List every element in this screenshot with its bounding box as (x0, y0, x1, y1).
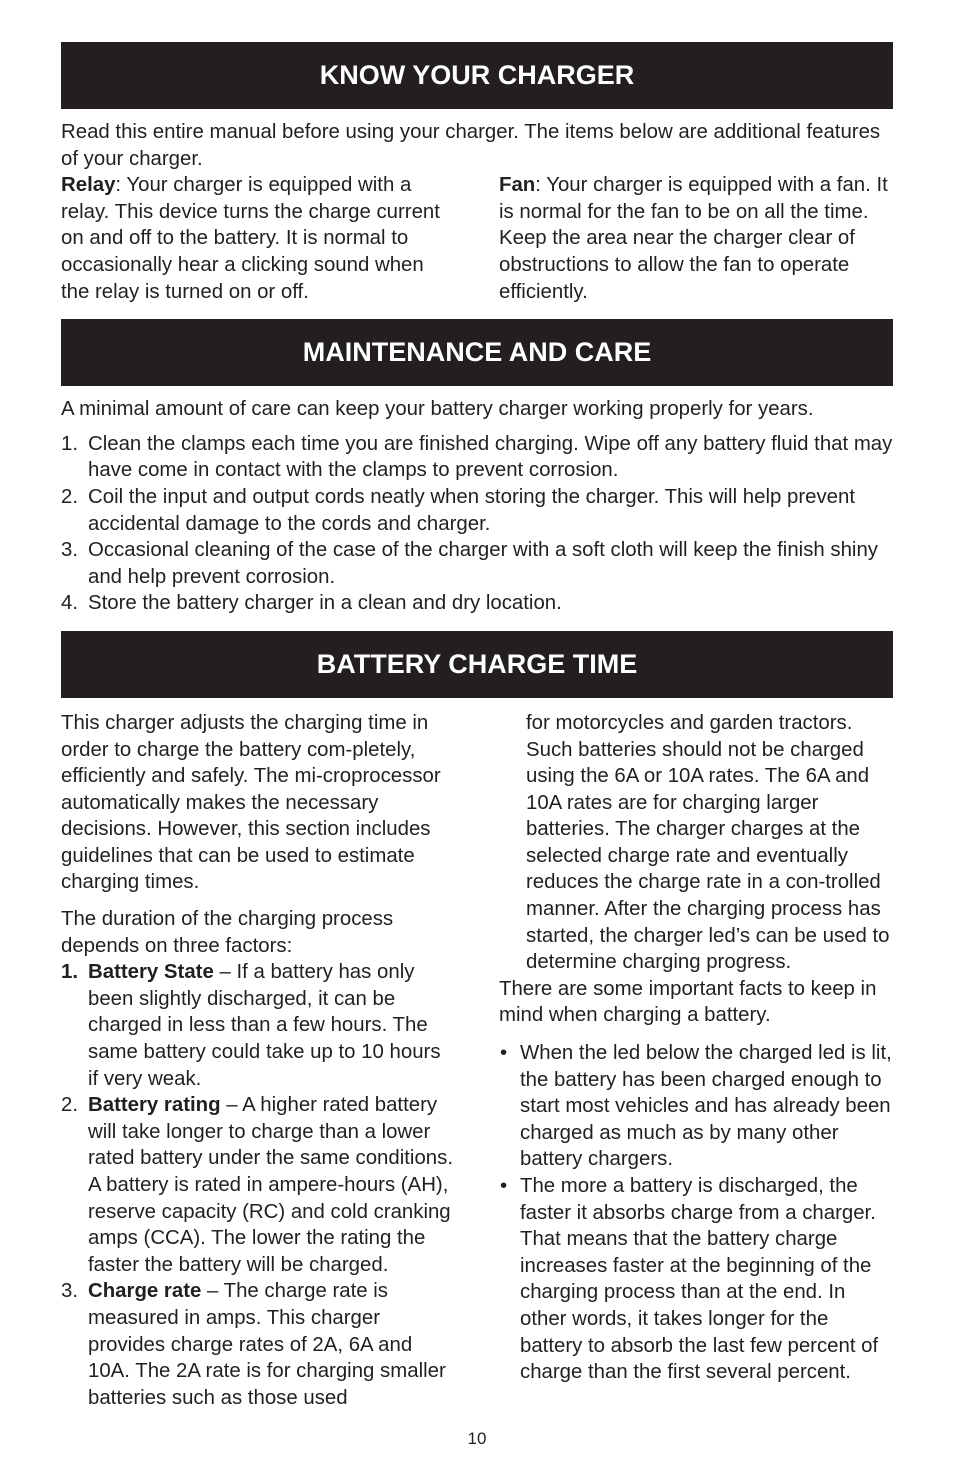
factor-label: Battery State (88, 961, 214, 984)
factor-charge-rate (61, 1278, 455, 1411)
factor-battery-state (61, 959, 455, 1092)
know-your-charger-heading-text: KNOW YOUR CHARGER (319, 60, 635, 90)
charge-time-right-column (499, 710, 893, 1411)
battery-charge-time-body (61, 710, 893, 1411)
maintenance-item-number: 1. (61, 432, 79, 455)
factor-text: – If a battery has only been slightly discharged, it can be charged in less than a few hours. The same battery could take up to 10 hours if very weak. (88, 961, 441, 1090)
bullet-icon: • (500, 1175, 508, 1197)
maintenance-item (61, 484, 893, 537)
maintenance-intro: A minimal amount of care can keep your battery charger working properly for years. (61, 398, 814, 421)
maintenance-heading-text: MAINTENANCE AND CARE (302, 337, 652, 368)
maintenance-item-number: 4. (61, 592, 79, 615)
maintenance-item-text: Clean the clamps each time you are finished charging. Wipe off any battery fluid that may have come in contact with the clamps to prevent corrosion. (88, 432, 893, 482)
relay-paragraph (61, 172, 455, 305)
maintenance-heading (61, 319, 893, 386)
maintenance-item-text: Occasional cleaning of the case of the charger with a soft cloth will keep the finish shiny and help prevent corrosion. (88, 539, 878, 588)
maintenance-item (61, 537, 893, 590)
factor-charge-rate-continued: for motorcycles and garden tractors. Such batteries should not be charged using the 6A or 10A rates. The 6A and 10A rates are for charging larger batteries. The charger charges at the selected charge rate and eventually reduces the charge rate in a con-trolled manner. After the charging process has started, the charger led’s can be used to determine charging progress. (526, 711, 890, 974)
important-facts-intro: There are some important facts to keep in mind when charging a battery. (499, 977, 877, 1027)
charger-features (61, 172, 893, 305)
fan-label: Fan (499, 174, 536, 197)
relay-text: : Your charger is equipped with a relay. This device turns the charge current on and off to the battery. It is normal to occasionally hear a clicking sound when the relay is turned on or off. (61, 174, 440, 303)
fan-text: : Your charger is equipped with a fan. It is normal for the fan to be on all the time. Keep the area near the charger clear of obstructions to allow the fan to operate efficiently. (499, 174, 888, 303)
factor-number: 3. (61, 1280, 79, 1303)
maintenance-item-number: 2. (61, 485, 79, 508)
factor-label: Battery rating (88, 1094, 221, 1117)
important-fact-text: When the led below the charged led is lit, the battery has been charged enough to start most vehicles and has already been charged as much as by many other battery chargers. (520, 1042, 892, 1171)
important-fact-item (499, 1040, 893, 1173)
important-fact-item (499, 1173, 893, 1386)
battery-charge-time-heading (61, 631, 893, 698)
bullet-icon: • (500, 1042, 508, 1065)
maintenance-item-text: Coil the input and output cords neatly when storing the charger. This will help prevent accidental damage to the cords and charger. (88, 485, 855, 535)
battery-charge-time-heading-text: BATTERY CHARGE TIME (316, 648, 638, 679)
maintenance-item (61, 590, 893, 617)
factor-text: – A higher rated battery will take longer to charge than a lower rated battery under the same conditions. A battery is rated in ampere-hours (AH), reserve capacity (RC) and cold cranking amps (CCA). The lower the rating the faster the battery will be charged. (88, 1094, 453, 1276)
maintenance-list (61, 431, 893, 617)
know-your-charger-intro: Read this entire manual before using your charger. The items below are additional features of your charger. (61, 121, 881, 170)
important-facts-list (499, 1040, 893, 1386)
charge-time-paragraph-1: This charger adjusts the charging time in order to charge the battery com-pletely, efficiently and safely. The mi-croprocessor automatically makes the necessary decisions. However, this section includes guidelines that can be used to estimate charging times. (61, 711, 441, 894)
page-number: 10 (467, 1429, 487, 1448)
maintenance-item-text: Store the battery charger in a clean and dry location. (88, 592, 562, 615)
important-fact-text: The more a battery is discharged, the faster it absorbs charge from a charger. That means that the battery charge increases faster at the beginning of the charging process than at the end. In other words, it takes longer for the battery to absorb the last few percent of charge than the first several percent. (520, 1175, 879, 1384)
maintenance-item-number: 3. (61, 539, 79, 562)
fan-paragraph (499, 172, 893, 305)
factor-number: 2. (61, 1094, 79, 1117)
charge-time-left-column (61, 710, 455, 1411)
factor-number: 1. (61, 961, 79, 984)
charge-time-paragraph-2: The duration of the charging process depends on three factors: (61, 908, 394, 957)
factor-label: Charge rate (88, 1280, 202, 1303)
relay-label: Relay (61, 174, 116, 197)
factor-battery-rating (61, 1092, 455, 1278)
know-your-charger-heading (61, 42, 893, 109)
manual-page (61, 42, 893, 1411)
maintenance-item (61, 431, 893, 484)
factor-text: – The charge rate is measured in amps. This charger provides charge rates of 2A, 6A and 10A. The 2A rate is for charging smaller batteries such as those used (88, 1280, 446, 1409)
